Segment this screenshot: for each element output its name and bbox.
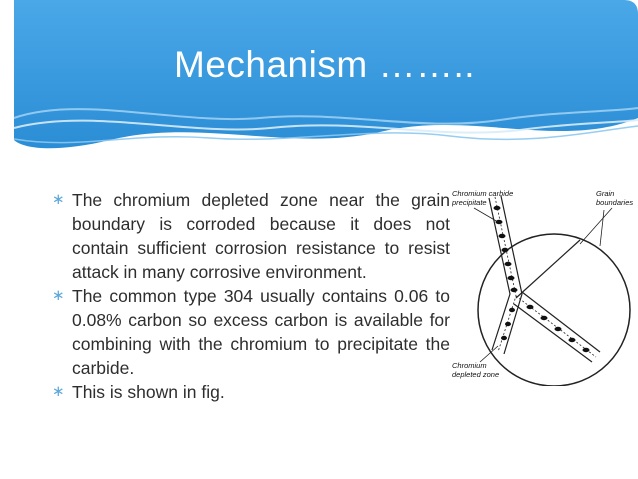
label-depleted-line2: depleted zone bbox=[452, 370, 500, 379]
bullet-text: This is shown in fig. bbox=[72, 382, 225, 402]
asterisk-bullet-icon: ∗ bbox=[52, 287, 65, 304]
label-grain-line1: Grain bbox=[596, 189, 615, 198]
header-background bbox=[0, 0, 638, 175]
bullet-list bbox=[52, 188, 450, 404]
label-carbide-line2: precipitate bbox=[452, 198, 487, 207]
bullet-item bbox=[52, 284, 450, 380]
bullet-item bbox=[52, 188, 450, 284]
bullet-text: The chromium depleted zone near the grain boundary is corroded because it does not contain sufficient corrosion resistance to resist attack in many corrosive environment. bbox=[72, 190, 450, 282]
label-depleted-line1: Chromium bbox=[452, 361, 487, 370]
grain-boundary-diagram bbox=[452, 186, 638, 386]
asterisk-bullet-icon: ∗ bbox=[52, 383, 65, 400]
leader-lines bbox=[474, 208, 612, 362]
grain-circle bbox=[478, 234, 630, 386]
bullet-item bbox=[52, 380, 450, 404]
bullet-text: The common type 304 usually contains 0.06 to 0.08% carbon so excess carbon is available for combining with the chromium to precipitate the carbide. bbox=[72, 286, 450, 378]
slide-title: Mechanism …….. bbox=[174, 44, 476, 85]
label-grain-line2: boundaries bbox=[596, 198, 634, 207]
asterisk-bullet-icon: ∗ bbox=[52, 191, 65, 208]
label-carbide-line1: Chromium carbide bbox=[452, 189, 514, 198]
